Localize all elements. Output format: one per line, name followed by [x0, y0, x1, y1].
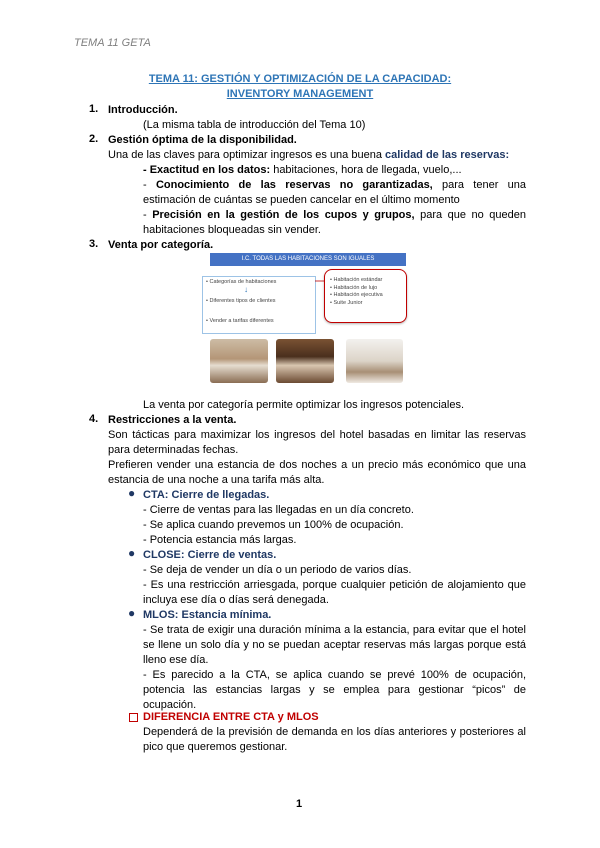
page-number: 1: [296, 798, 303, 810]
mlos-line: lleno ese día.: [143, 654, 209, 666]
cta-line: - Potencia estancia más largas.: [143, 534, 297, 546]
section-4-para-1: Son tácticas para maximizar los ingresos del hotel basadas en limitar las reservas: [108, 429, 526, 441]
section-4-para-2: Prefieren vender una estancia de dos noches a un precio más económico que una: [108, 459, 526, 471]
bullet-icon: ●: [128, 486, 136, 500]
section-3-number: 3.: [89, 238, 99, 250]
room-type: • Habitación de lujo: [330, 284, 378, 291]
close-title: CLOSE: Cierre de ventas.: [143, 549, 277, 561]
down-arrow-icon: ↓: [244, 285, 248, 294]
room-type: • Suite Junior: [330, 299, 363, 306]
diagram-header: I.C. TODAS LAS HABITACIONES SON IGUALES: [210, 253, 406, 266]
close-line: - Es una restricción arriesgada, porque cualquier petición de alojamiento que: [143, 579, 526, 591]
mlos-line: ocupación.: [143, 699, 197, 711]
section-2-bullet-1: - Exactitud en los datos: habitaciones, hora de llegada, vuelo,...: [143, 164, 462, 176]
mlos-line: - Se trata de exigir una duración mínima a la estancia, para evitar que el hotel: [143, 624, 526, 636]
running-header: TEMA 11 GETA: [74, 37, 151, 49]
diagram-left-item: • Vender a tarifas diferentes: [206, 318, 274, 324]
section-1-number: 1.: [89, 103, 99, 115]
bullet-icon: ●: [128, 546, 136, 560]
cta-title: CTA: Cierre de llegadas.: [143, 489, 270, 501]
cta-line: - Cierre de ventas para las llegadas en un día concreto.: [143, 504, 414, 516]
close-line: incluya ese día o días será denegada.: [143, 594, 329, 606]
close-line: - Se deja de vender un día o un periodo de varios días.: [143, 564, 412, 576]
checkbox-icon: [129, 713, 138, 722]
section-2-intro: Una de las claves para optimizar ingresos es una buena calidad de las reservas:: [108, 149, 510, 161]
document-subtitle: INVENTORY MANAGEMENT: [226, 88, 374, 100]
mlos-line: - Es parecido a la CTA, se aplica cuando se prevé 100% de ocupación,: [143, 669, 526, 681]
section-4-heading: Restricciones a la venta.: [108, 414, 237, 426]
cta-line: - Se aplica cuando prevemos un 100% de ocupación.: [143, 519, 404, 531]
section-2-heading: Gestión óptima de la disponibilidad.: [108, 134, 297, 146]
diagram-left-item: • Categorías de habitaciones: [206, 279, 277, 285]
mlos-line: potencia las estancias largas y se emplea para gestionar “picos” de: [143, 684, 526, 696]
category-diagram: [196, 251, 441, 389]
difference-line: pico que queremos gestionar.: [143, 741, 288, 753]
section-2-bullet-2-cont: estimación de cuántas se pueden cancelar en el último momento: [143, 194, 460, 206]
bullet-icon: ●: [128, 606, 136, 620]
difference-title: DIFERENCIA ENTRE CTA y MLOS: [143, 711, 319, 723]
section-3-caption: La venta por categoría permite optimizar los ingresos potenciales.: [143, 399, 465, 411]
section-4-para-1-cont: para determinadas fechas.: [108, 444, 239, 456]
section-2-number: 2.: [89, 133, 99, 145]
section-4-para-2-cont: estancia de una noche a una tarifa más alta.: [108, 474, 325, 486]
diagram-left-item: • Diferentes tipos de clientes: [206, 298, 276, 304]
section-2-bullet-3-cont: habitaciones bloqueadas sin vender.: [143, 224, 321, 236]
section-4-number: 4.: [89, 413, 99, 425]
difference-line: Dependerá de la previsión de demanda en los días anteriores y posteriores al: [143, 726, 526, 738]
section-1-heading: Introducción.: [108, 104, 178, 116]
room-photo-standard: [210, 339, 268, 383]
document-title: TEMA 11: GESTIÓN Y OPTIMIZACIÓN DE LA CAPACIDAD:: [148, 73, 452, 85]
room-photo-luxury: [276, 339, 334, 383]
mlos-line: se llene un solo día y no se puedan aceptar reservas más largas porque está: [143, 639, 526, 651]
mlos-title: MLOS: Estancia mínima.: [143, 609, 272, 621]
section-2-bullet-2: - Conocimiento de las reservas no garantizadas, para tener una: [143, 179, 526, 191]
diagram-right-box: [324, 269, 407, 323]
room-type: • Habitación estándar: [330, 277, 383, 283]
section-1-text: (La misma tabla de introducción del Tema 10): [143, 119, 366, 131]
room-type: • Habitación ejecutiva: [330, 292, 383, 298]
section-2-bullet-3: - Precisión en la gestión de los cupos y grupos, para que no queden: [143, 209, 526, 221]
room-photo-suite: [346, 339, 403, 383]
section-3-heading: Venta por categoría.: [108, 239, 214, 251]
